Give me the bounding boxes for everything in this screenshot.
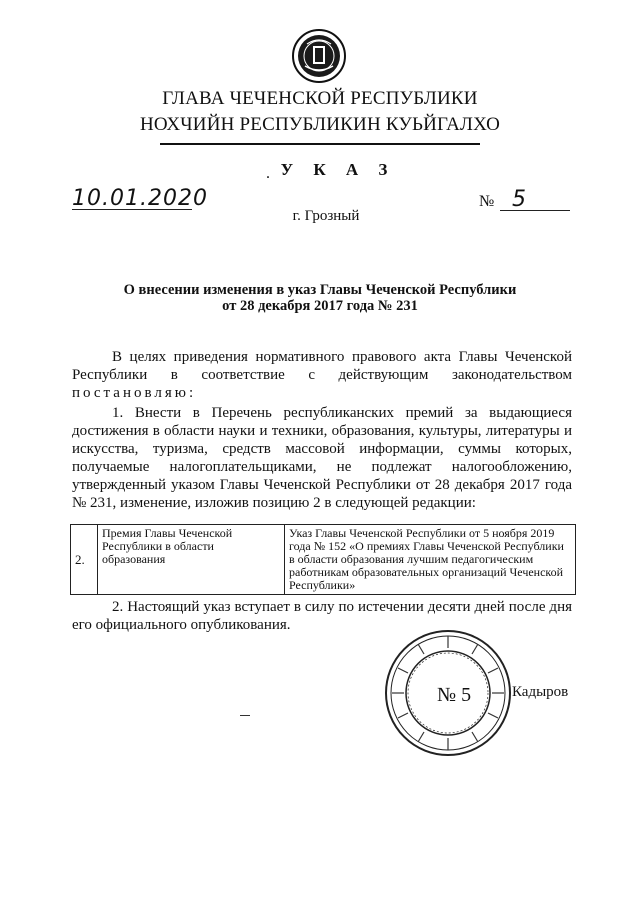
preamble-text: В целях приведения нормативного правового акта Главы Чеченской Республики в соответствие с действующим законодательством (72, 349, 572, 383)
issuer-title-russian: ГЛАВА ЧЕЧЕНСКОЙ РЕСПУБЛИКИ (162, 88, 478, 109)
coat-of-arms-emblem (291, 28, 347, 84)
document-title (100, 282, 540, 314)
number-label: № (479, 193, 495, 210)
amendment-table (70, 524, 576, 595)
stray-dot: . (266, 165, 270, 182)
issue-city: г. Грозный (292, 208, 360, 224)
table-row (71, 525, 576, 595)
stray-dash (240, 715, 250, 716)
table-cell-basis: Указ Главы Чеченской Республики от 5 ноября 2019 года № 152 «О премиях Главы Чеченской Республики в области образования лучшим педагогическим работникам образовательных организаций Чеченской Республики» (285, 525, 576, 595)
decree-word: постановляю: (72, 385, 197, 401)
document-date: 10.01.2020 (72, 186, 208, 211)
title-line-1: О внесении изменения в указ Главы Чеченской Республики (123, 282, 517, 298)
preamble-paragraph (72, 348, 572, 402)
header-divider (160, 143, 480, 145)
item-2-text: 2. Настоящий указ вступает в силу по истечении десяти дней после дня его официального опубликования. (72, 599, 572, 633)
table-cell-number: 2. (71, 525, 98, 595)
item-1-paragraph (72, 404, 572, 512)
item-1-text: 1. Внести в Перечень республиканских премий за выдающиеся достижения в области науки и техники, образования, культуры, литературы и искусства, туризма, средств массовой информации, суммы которых, получаемые налогоплательщиками, не подлежат налогообложению, утвержденный указом Главы Чеченской Республики от 28 декабря 2017 года № 231, изменение, изложив позицию 2 в следующей редакции: (72, 405, 572, 511)
document-number: 5 (512, 187, 526, 212)
signatory-name: Кадыров (512, 684, 569, 700)
title-line-2: от 28 декабря 2017 года № 231 (222, 298, 418, 314)
issuer-title-chechen: НОХЧИЙН РЕСПУБЛИКИН КУЬЙГАЛХО (139, 114, 501, 135)
seal-number: № 5 (437, 684, 472, 706)
document-type: У К А З (280, 160, 396, 179)
table-cell-prize: Премия Главы Чеченской Республики в области образования (98, 525, 285, 595)
